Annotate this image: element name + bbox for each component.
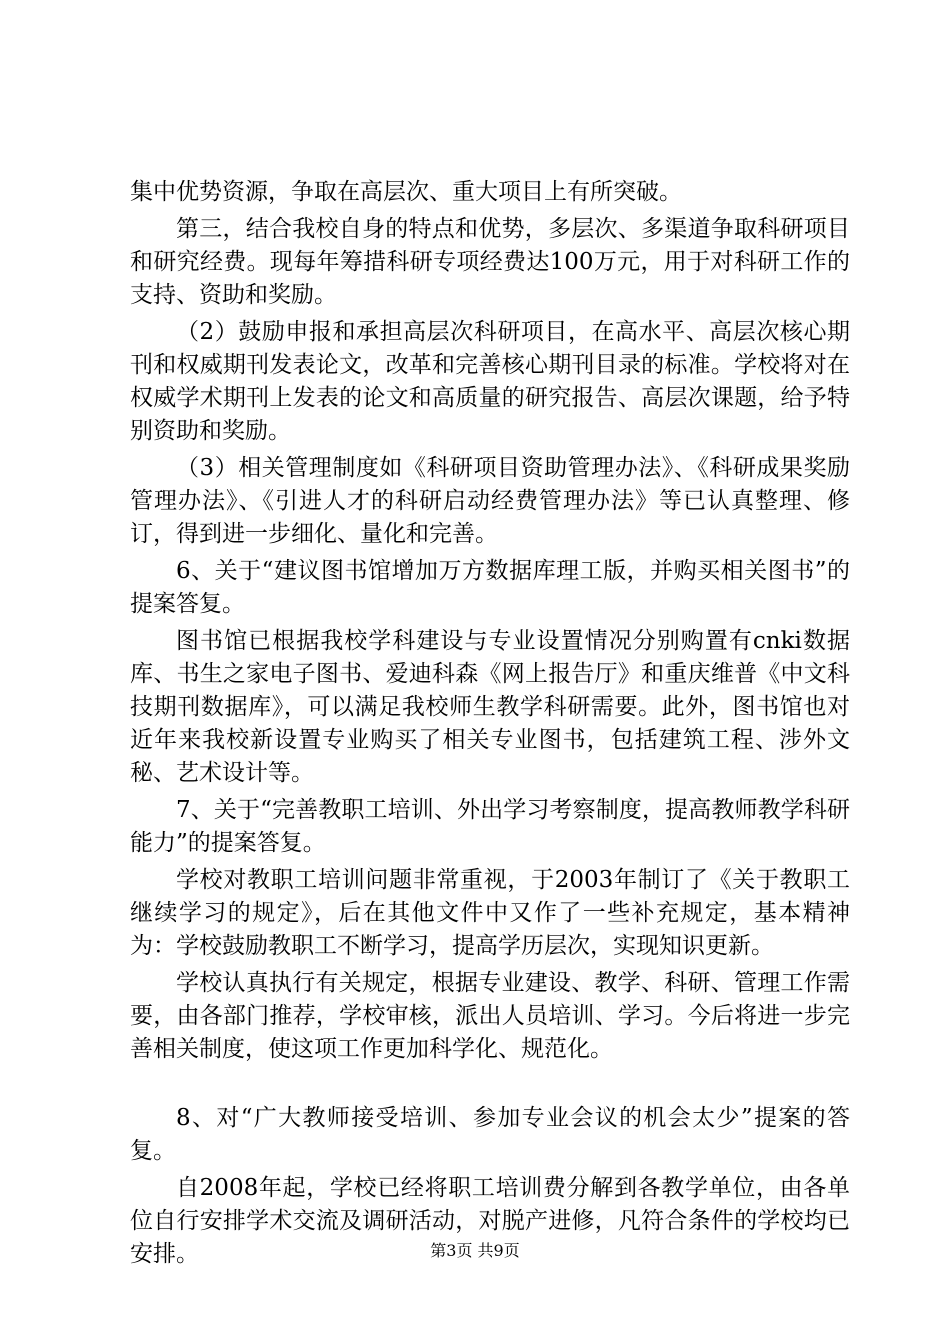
heading-proposal-6: 6、关于“建议图书馆增加万方数据库理工版，并购买相关图书”的提案答复。: [130, 558, 850, 617]
paragraph-item-2: （2）鼓励申报和承担高层次科研项目，在高水平、高层次核心期刊和权威期刊发表论文，改革和完善核心期刊目录的标准。学校将对在权威学术期刊上发表的论文和高质量的研究报告、高层次课题，给予特别资助和奖励。: [130, 319, 850, 444]
paragraph-library-reply: 图书馆已根据我校学科建设与专业设置情况分别购置有cnki数据库、书生之家电子图书、爱迪科森《网上报告厅》和重庆维普《中文科技期刊数据库》，可以满足我校师生教学科研需要。此外，图书馆也对近年来我校新设置专业购买了相关专业图书，包括建筑工程、涉外文秘、艺术设计等。: [130, 628, 850, 786]
document-body: [130, 176, 850, 1275]
paragraph-third-point: 第三，结合我校自身的特点和优势，多层次、多渠道争取科研项目和研究经费。现每年筹措科研专项经费达100万元，用于对科研工作的支持、资助和奖励。: [130, 216, 850, 308]
paragraph-continuation: 集中优势资源，争取在高层次、重大项目上有所突破。: [130, 179, 682, 205]
heading-proposal-7: 7、关于“完善教职工培训、外出学习考察制度，提高教师教学科研能力”的提案答复。: [130, 797, 850, 856]
heading-proposal-8: 8、对“广大教师接受培训、参加专业会议的机会太少”提案的答复。: [130, 1105, 850, 1164]
paragraph-funding-reply: 自2008年起，学校已经将职工培训费分解到各教学单位，由各单位自行安排学术交流及调研活动，对脱产进修，凡符合条件的学校均已安排。: [130, 1175, 850, 1267]
paragraph-item-3: （3）相关管理制度如《科研项目资助管理办法》、《科研成果奖励管理办法》、《引进人才的科研启动经费管理办法》等已认真整理、修订，得到进一步细化、量化和完善。: [130, 455, 850, 547]
page-number-footer: 第3页 共9页: [430, 1241, 520, 1260]
paragraph-training-implementation: 学校认真执行有关规定，根据专业建设、教学、科研、管理工作需要，由各部门推荐，学校审核，派出人员培训、学习。今后将进一步完善相关制度，使这项工作更加科学化、规范化。: [130, 970, 850, 1062]
paragraph-training-reply: 学校对教职工培训问题非常重视，于2003年制订了《关于教职工继续学习的规定》，后在其他文件中又作了一些补充规定，基本精神为：学校鼓励教职工不断学习，提高学历层次，实现知识更新。: [130, 867, 850, 959]
